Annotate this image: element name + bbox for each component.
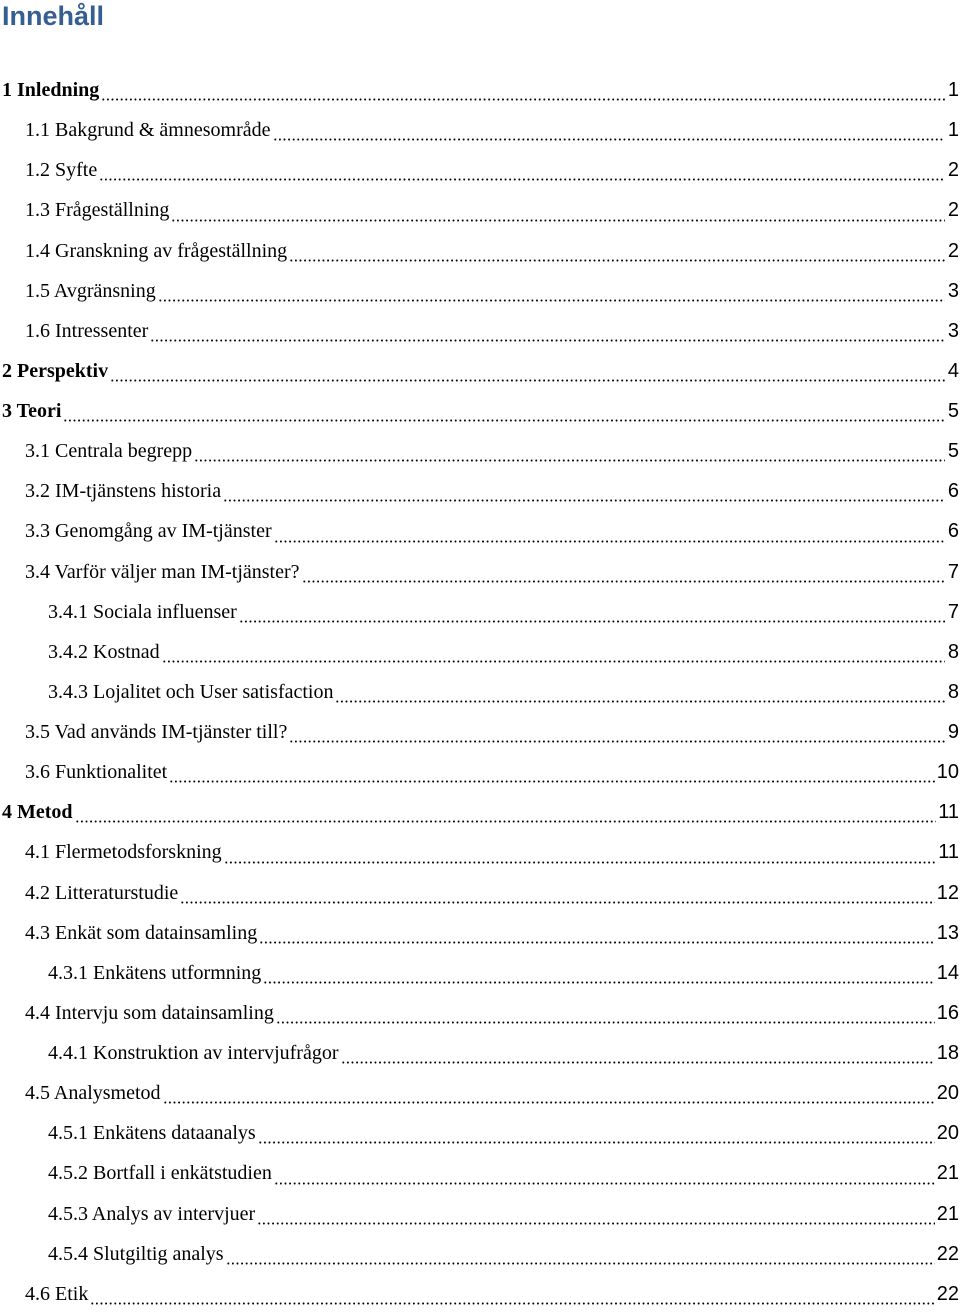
toc-entry[interactable] [0, 632, 960, 672]
toc-entry-title: 3.5 Vad används IM-tjänster till? [25, 721, 288, 744]
toc-entry-page-number: 7 [947, 600, 959, 623]
toc-entry-page-number: 18 [936, 1042, 959, 1065]
toc-entry-page-number: 2 [947, 199, 959, 222]
dot-leader [289, 740, 945, 743]
toc-entry[interactable] [0, 231, 960, 271]
toc-entry[interactable] [0, 471, 960, 511]
toc-entry-title: 3.1 Centrala begrepp [25, 440, 193, 463]
toc-entry-page-number: 12 [936, 881, 959, 904]
dot-leader [180, 901, 934, 904]
toc-entry[interactable] [0, 913, 960, 953]
toc-entry-title: 3.4.3 Lojalitet och User satisfaction [48, 680, 334, 703]
toc-entry-title: 4.4 Intervju som datainsamling [25, 1001, 274, 1024]
toc-entry-title: 1 Inledning [2, 79, 100, 102]
toc-entry-title: 4.4.1 Konstruktion av intervjufrågor [48, 1042, 339, 1065]
dot-leader [259, 941, 935, 944]
toc-entry-title: 3.6 Funktionalitet [25, 761, 168, 784]
toc-entry-page-number: 22 [936, 1242, 959, 1265]
toc-entry[interactable] [0, 1274, 960, 1314]
dot-leader [273, 138, 946, 141]
toc-heading: Innehåll [2, 1, 105, 31]
toc-entry-page-number: 3 [947, 279, 959, 302]
toc-entry-page-number: 2 [947, 159, 959, 182]
toc-entry-title: 4.5.2 Bortfall i enkätstudien [48, 1162, 272, 1185]
toc-entry[interactable] [0, 1113, 960, 1153]
toc-entry[interactable] [0, 712, 960, 752]
toc-entry-title: 1.6 Intressenter [25, 319, 149, 342]
toc-entry-page-number: 3 [947, 319, 959, 342]
toc-entry-title: 1.2 Syfte [25, 159, 98, 182]
toc-entry-title: 3.4.1 Sociala influenser [48, 600, 237, 623]
dot-leader [194, 459, 945, 462]
toc-entry[interactable] [0, 1194, 960, 1234]
toc-entry-page-number: 22 [936, 1282, 959, 1305]
toc-entry-page-number: 20 [936, 1122, 959, 1145]
toc-entry-title: 4.5.3 Analys av intervjuer [48, 1202, 256, 1225]
toc-entry-title: 4.1 Flermetodsforskning [25, 841, 222, 864]
dot-leader [274, 540, 945, 543]
toc-entry-page-number: 16 [936, 1001, 959, 1024]
dot-leader [75, 820, 937, 823]
toc-entry-page-number: 14 [936, 961, 959, 984]
dot-leader [171, 219, 945, 222]
toc-entry-title: 3.4 Varför väljer man IM-tjänster? [25, 560, 300, 583]
toc-entry-title: 4.5 Analysmetod [25, 1082, 161, 1105]
toc-entry-page-number: 5 [947, 440, 959, 463]
toc-entry-page-number: 1 [947, 79, 959, 102]
toc-entry[interactable] [0, 271, 960, 311]
toc-entry-page-number: 6 [947, 520, 959, 543]
dot-leader [341, 1061, 935, 1064]
toc-entry[interactable] [0, 1153, 960, 1193]
toc-entry[interactable] [0, 672, 960, 712]
dot-leader [63, 419, 945, 422]
toc-entry-page-number: 11 [938, 801, 959, 824]
dot-leader [263, 981, 934, 984]
toc-entry-title: 3.3 Genomgång av IM-tjänster [25, 520, 272, 543]
dot-leader [169, 780, 935, 783]
toc-entry[interactable] [0, 592, 960, 632]
dot-leader [162, 660, 945, 663]
dot-leader [289, 259, 945, 262]
toc-entry-title: 3 Teori [2, 400, 62, 423]
toc-entry-page-number: 1 [947, 119, 959, 142]
dot-leader [110, 379, 945, 382]
dot-leader [239, 620, 945, 623]
toc-entry[interactable] [0, 110, 960, 150]
toc-entry-page-number: 2 [947, 239, 959, 262]
toc-entry-title: 1.3 Frågeställning [25, 199, 170, 222]
toc-entry[interactable] [0, 832, 960, 872]
toc-entry[interactable] [0, 1234, 960, 1274]
toc-entry[interactable] [0, 511, 960, 551]
toc-entry[interactable] [0, 190, 960, 230]
toc-entry[interactable] [0, 391, 960, 431]
toc-entry-title: 3.2 IM-tjänstens historia [25, 480, 222, 503]
toc-entry[interactable] [0, 792, 960, 832]
toc-entry[interactable] [0, 752, 960, 792]
toc-entry-page-number: 21 [936, 1162, 959, 1185]
toc-entry-page-number: 7 [947, 560, 959, 583]
toc-entry-title: 4.5.1 Enkätens dataanalys [48, 1122, 256, 1145]
toc-entry-title: 1.4 Granskning av frågeställning [25, 239, 288, 262]
dot-leader [99, 178, 945, 181]
toc-entry-page-number: 9 [947, 721, 959, 744]
toc-entry-page-number: 8 [947, 640, 959, 663]
toc-entry-page-number: 13 [936, 921, 959, 944]
dot-leader [226, 1262, 935, 1265]
toc-entry[interactable] [0, 311, 960, 351]
toc-entry-page-number: 21 [936, 1202, 959, 1225]
dot-leader [163, 1101, 935, 1104]
toc-entry-title: 4.3 Enkät som datainsamling [25, 921, 258, 944]
dot-leader [276, 1021, 935, 1024]
table-of-contents [0, 70, 960, 1314]
dot-leader [302, 580, 945, 583]
toc-entry-page-number: 10 [936, 761, 959, 784]
toc-entry-page-number: 11 [938, 841, 959, 864]
toc-entry[interactable] [0, 1033, 960, 1073]
toc-entry-title: 4.3.1 Enkätens utformning [48, 961, 262, 984]
dot-leader [224, 861, 937, 864]
toc-entry[interactable] [0, 150, 960, 190]
toc-entry-title: 3.4.2 Kostnad [48, 640, 160, 663]
toc-entry-title: 1.1 Bakgrund & ämnesområde [25, 119, 271, 142]
dot-leader [223, 499, 945, 502]
dot-leader [257, 1222, 935, 1225]
toc-entry-page-number: 4 [947, 359, 959, 382]
dot-leader [158, 299, 945, 302]
dot-leader [335, 700, 945, 703]
toc-entry-title: 2 Perspektiv [2, 359, 109, 382]
toc-entry[interactable] [0, 953, 960, 993]
toc-entry[interactable] [0, 1073, 960, 1113]
dot-leader [101, 98, 945, 101]
dot-leader [274, 1182, 935, 1185]
toc-entry-title: 4.2 Litteraturstudie [25, 881, 179, 904]
toc-entry-page-number: 20 [936, 1082, 959, 1105]
toc-entry-title: 1.5 Avgränsning [25, 279, 156, 302]
toc-entry[interactable] [0, 351, 960, 391]
toc-entry[interactable] [0, 431, 960, 471]
toc-entry-title: 4.5.4 Slutgiltig analys [48, 1242, 224, 1265]
toc-entry[interactable] [0, 873, 960, 913]
toc-entry-page-number: 6 [947, 480, 959, 503]
toc-entry-page-number: 5 [947, 400, 959, 423]
toc-entry-title: 4.6 Etik [25, 1282, 89, 1305]
toc-entry[interactable] [0, 993, 960, 1033]
toc-entry[interactable] [0, 552, 960, 592]
toc-entry[interactable] [0, 70, 960, 110]
dot-leader [150, 339, 945, 342]
toc-entry-page-number: 8 [947, 680, 959, 703]
dot-leader [90, 1302, 934, 1305]
dot-leader [258, 1141, 935, 1144]
toc-entry-title: 4 Metod [2, 801, 73, 824]
